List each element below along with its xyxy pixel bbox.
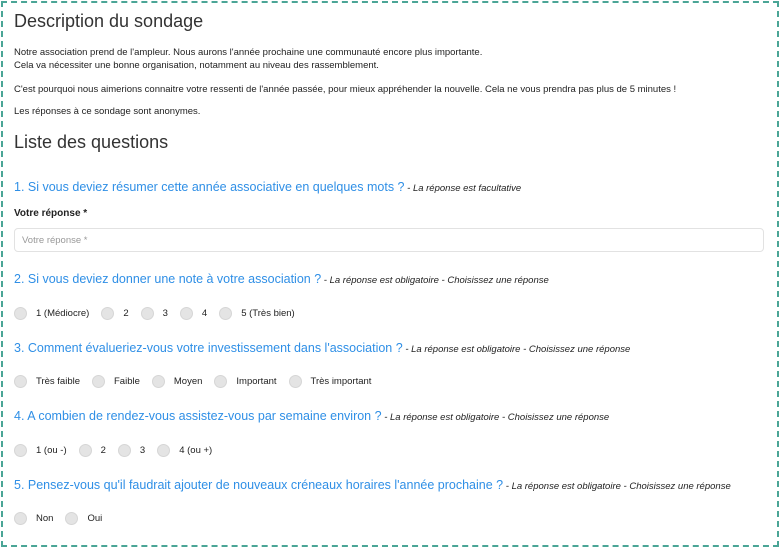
option[interactable] (141, 307, 168, 320)
description-line-3: C'est pourquoi nous aimerions connaitre votre ressenti de l'année passée, pour mieux appréhender la nouvelle. Cela ne vous prendra pas plus de 5 minutes ! (14, 84, 677, 95)
radio-button[interactable] (14, 307, 27, 320)
radio-button[interactable] (157, 444, 170, 457)
question-5-options (14, 512, 114, 525)
option[interactable] (214, 375, 276, 388)
option[interactable] (65, 512, 102, 525)
option[interactable] (157, 444, 212, 457)
option-label: 1 (Médiocre) (36, 308, 90, 319)
question-2 (14, 272, 549, 286)
question-2-options (14, 307, 307, 320)
radio-button[interactable] (65, 512, 78, 525)
option-label: Très faible (36, 376, 80, 387)
radio-button[interactable] (14, 512, 27, 525)
option[interactable] (152, 375, 203, 388)
radio-button[interactable] (79, 444, 92, 457)
radio-button[interactable] (118, 444, 131, 457)
radio-button[interactable] (289, 375, 302, 388)
question-text: 1. Si vous deviez résumer cette année associative en quelques mots ? (14, 180, 405, 194)
question-text: 3. Comment évalueriez-vous votre investissement dans l'association ? (14, 341, 403, 355)
radio-button[interactable] (214, 375, 227, 388)
option-label: Non (36, 513, 54, 524)
option[interactable] (14, 512, 53, 525)
question-text: 2. Si vous deviez donner une note à votre association ? (14, 272, 322, 286)
option[interactable] (219, 307, 295, 320)
question-note: - La réponse est obligatoire - Choisissez une réponse (402, 344, 631, 355)
question-note: - La réponse est facultative (404, 183, 522, 194)
option-label: Faible (114, 376, 140, 387)
radio-button[interactable] (14, 375, 27, 388)
radio-button[interactable] (92, 375, 105, 388)
option-label: 1 (ou -) (36, 445, 67, 456)
option-label: Très important (310, 376, 372, 387)
description-line-1: Notre association prend de l'ampleur. Nous aurons l'année prochaine une communauté encore plus importante. (14, 47, 483, 58)
option-label: Oui (87, 513, 103, 524)
option-label: 4 (201, 308, 208, 319)
option-label: 3 (162, 308, 168, 319)
option[interactable] (180, 307, 207, 320)
question-1 (14, 180, 521, 194)
question-note: - La réponse est obligatoire - Choisissez une réponse (321, 275, 549, 286)
option[interactable] (289, 375, 372, 388)
option-label: 2 (123, 308, 129, 319)
questions-title: Liste des questions (14, 132, 169, 152)
answer-input[interactable] (14, 228, 764, 252)
option[interactable] (101, 307, 128, 320)
option[interactable] (79, 444, 106, 457)
radio-button[interactable] (14, 444, 27, 457)
option-label: 4 (ou +) (179, 445, 213, 456)
radio-button[interactable] (141, 307, 154, 320)
option-label: 3 (139, 445, 146, 456)
option-label: 2 (100, 445, 106, 456)
answer-label: Votre réponse * (14, 208, 88, 219)
question-text: 5. Pensez-vous qu'il faudrait ajouter de nouveaux créneaux horaires l'année prochaine ? (14, 478, 504, 492)
question-note: - La réponse est obligatoire - Choisissez une réponse (381, 412, 610, 423)
question-3 (14, 341, 630, 355)
radio-button[interactable] (219, 307, 232, 320)
option[interactable] (92, 375, 140, 388)
radio-button[interactable] (180, 307, 193, 320)
question-3-options (14, 375, 383, 388)
question-text: 4. A combien de rendez-vous assistez-vous par semaine environ ? (14, 409, 382, 423)
option-label: 5 (Très bien) (241, 308, 295, 319)
radio-button[interactable] (152, 375, 165, 388)
description-title: Description du sondage (14, 11, 204, 31)
question-5 (14, 478, 731, 492)
description-line-4: Les réponses à ce sondage sont anonymes. (14, 106, 201, 117)
description-line-2: Cela va nécessiter une bonne organisation, notamment au niveau des rassemblement. (14, 60, 379, 71)
question-4 (14, 409, 609, 423)
option[interactable] (118, 444, 145, 457)
option-label: Moyen (173, 376, 203, 387)
option[interactable] (14, 307, 89, 320)
option[interactable] (14, 375, 80, 388)
option-label: Important (236, 376, 277, 387)
option[interactable] (14, 444, 67, 457)
radio-button[interactable] (101, 307, 114, 320)
question-note: - La réponse est obligatoire - Choisissez une réponse (503, 481, 731, 492)
question-4-options (14, 444, 224, 457)
